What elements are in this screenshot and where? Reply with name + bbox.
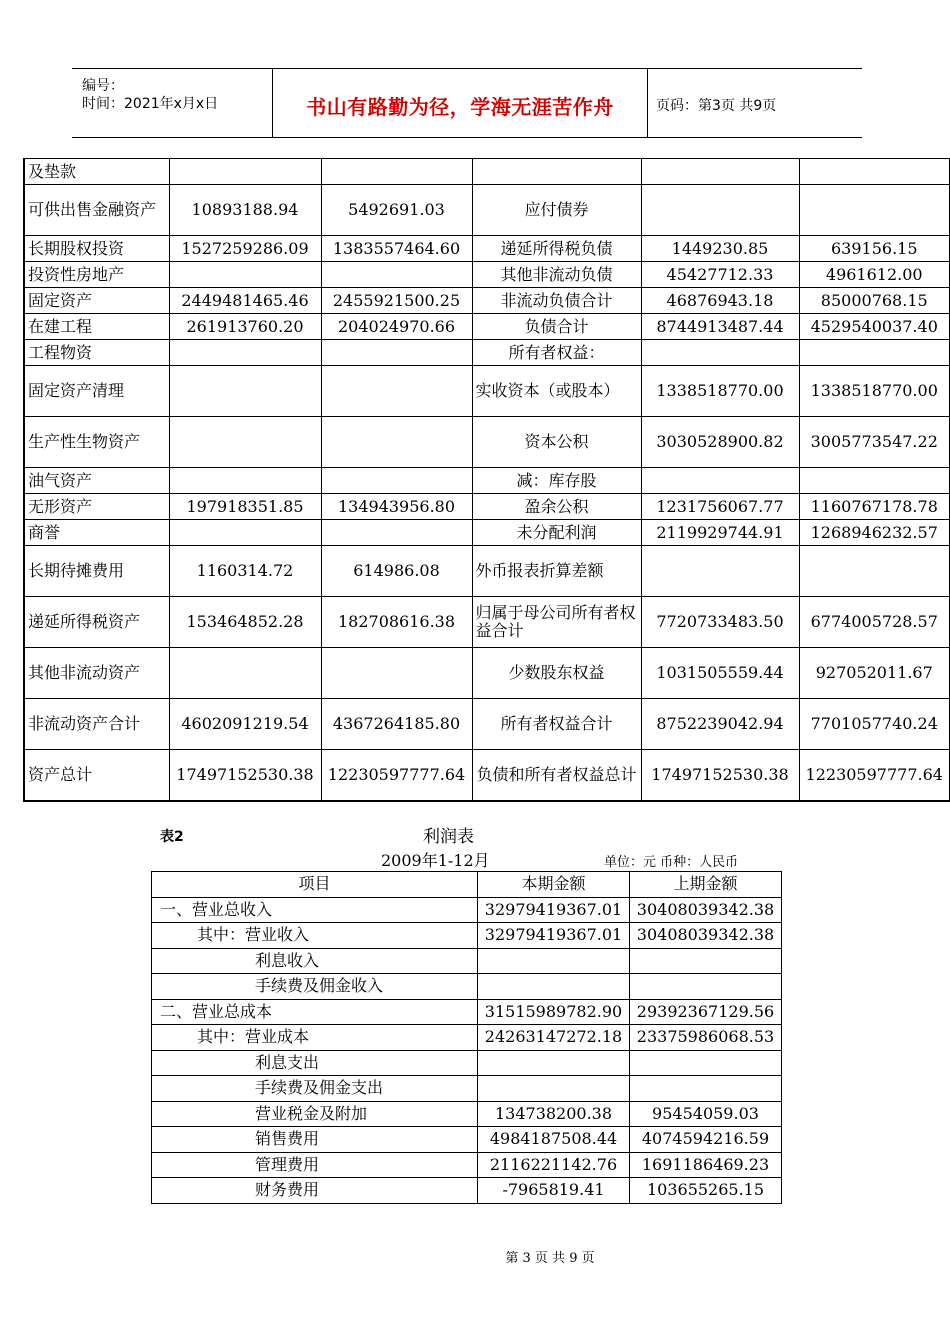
- amount-cell: 204024970.66: [321, 314, 472, 340]
- amount-cell: [641, 159, 799, 185]
- table-row: [24, 494, 950, 520]
- previous-amount-cell: [630, 1050, 782, 1076]
- liability-item-label: 资本公积: [472, 417, 641, 468]
- amount-cell: [169, 159, 321, 185]
- current-amount-cell: [478, 1050, 630, 1076]
- column-header-item: 项目: [152, 872, 478, 898]
- amount-cell: [321, 262, 472, 288]
- income-statement-table: [151, 871, 782, 1204]
- line-item-label: 管理费用: [152, 1152, 478, 1178]
- liability-item-label: 所有者权益：: [472, 340, 641, 366]
- current-amount-cell: 134738200.38: [478, 1101, 630, 1127]
- page-footer: 第 3 页 共 9 页: [505, 1251, 595, 1266]
- line-item-label: 其中：营业收入: [152, 923, 478, 949]
- liability-item-label: 少数股东权益: [472, 648, 641, 699]
- current-amount-cell: 31515989782.90: [478, 999, 630, 1025]
- liability-item-label: 其他非流动负债: [472, 262, 641, 288]
- amount-cell: 2455921500.25: [321, 288, 472, 314]
- income-statement-title: 利润表: [423, 827, 474, 847]
- liability-item-label: [472, 159, 641, 185]
- current-amount-cell: 32979419367.01: [478, 897, 630, 923]
- table-row: [152, 923, 782, 949]
- table-row: [24, 185, 950, 236]
- line-item-label: 销售费用: [152, 1127, 478, 1153]
- current-amount-cell: 24263147272.18: [478, 1025, 630, 1051]
- table-row: [152, 1127, 782, 1153]
- amount-cell: [169, 366, 321, 417]
- liability-item-label: 负债和所有者权益总计: [472, 750, 641, 802]
- amount-cell: 4367264185.80: [321, 699, 472, 750]
- amount-cell: [321, 520, 472, 546]
- asset-item-label: 生产性生物资产: [24, 417, 169, 468]
- previous-amount-cell: [630, 974, 782, 1000]
- liability-item-label: 应付债券: [472, 185, 641, 236]
- previous-amount-cell: 4074594216.59: [630, 1127, 782, 1153]
- amount-cell: 134943956.80: [321, 494, 472, 520]
- table-row: [24, 340, 950, 366]
- table-row: [24, 750, 950, 802]
- amount-cell: [169, 648, 321, 699]
- liability-item-label: 盈余公积: [472, 494, 641, 520]
- table-row: [152, 1025, 782, 1051]
- amount-cell: 6774005728.57: [799, 597, 950, 648]
- doc-time-label: 时间：2021年x月x日: [82, 96, 219, 112]
- header-motto: 书山有路勤为径，学海无涯苦作舟: [306, 95, 614, 119]
- line-item-label: 二、营业总成本: [152, 999, 478, 1025]
- previous-amount-cell: 29392367129.56: [630, 999, 782, 1025]
- table-number-label: 表2: [160, 829, 184, 845]
- amount-cell: 1231756067.77: [641, 494, 799, 520]
- previous-amount-cell: [630, 948, 782, 974]
- header-motto-cell: [273, 69, 648, 137]
- asset-item-label: 及垫款: [24, 159, 169, 185]
- line-item-label: 财务费用: [152, 1178, 478, 1204]
- asset-item-label: 无形资产: [24, 494, 169, 520]
- amount-cell: 614986.08: [321, 546, 472, 597]
- previous-amount-cell: 1691186469.23: [630, 1152, 782, 1178]
- amount-cell: 261913760.20: [169, 314, 321, 340]
- amount-cell: [641, 340, 799, 366]
- table-row: [24, 288, 950, 314]
- asset-item-label: 资产总计: [24, 750, 169, 802]
- amount-cell: 7720733483.50: [641, 597, 799, 648]
- amount-cell: [321, 366, 472, 417]
- amount-cell: [169, 340, 321, 366]
- asset-item-label: 非流动资产合计: [24, 699, 169, 750]
- balance-sheet-table: [23, 158, 950, 802]
- amount-cell: 1449230.85: [641, 236, 799, 262]
- amount-cell: 4961612.00: [799, 262, 950, 288]
- previous-amount-cell: 23375986068.53: [630, 1025, 782, 1051]
- amount-cell: [641, 546, 799, 597]
- table-row: [24, 262, 950, 288]
- table-row: [24, 314, 950, 340]
- asset-item-label: 长期待摊费用: [24, 546, 169, 597]
- table-row: [24, 520, 950, 546]
- table-row: [24, 648, 950, 699]
- current-amount-cell: 2116221142.76: [478, 1152, 630, 1178]
- amount-cell: 1031505559.44: [641, 648, 799, 699]
- liability-item-label: 递延所得税负债: [472, 236, 641, 262]
- table-row: [24, 546, 950, 597]
- previous-amount-cell: 30408039342.38: [630, 897, 782, 923]
- amount-cell: 7701057740.24: [799, 699, 950, 750]
- line-item-label: 利息收入: [152, 948, 478, 974]
- table-row: [152, 1178, 782, 1204]
- amount-cell: 1383557464.60: [321, 236, 472, 262]
- column-header-previous: 上期金额: [630, 872, 782, 898]
- liability-item-label: 归属于母公司所有者权益合计: [472, 597, 641, 648]
- table-row: [152, 1050, 782, 1076]
- line-item-label: 一、营业总收入: [152, 897, 478, 923]
- line-item-label: 营业税金及附加: [152, 1101, 478, 1127]
- table-row: [24, 597, 950, 648]
- line-item-label: 手续费及佣金收入: [152, 974, 478, 1000]
- asset-item-label: 可供出售金融资产: [24, 185, 169, 236]
- amount-cell: 1160314.72: [169, 546, 321, 597]
- amount-cell: 5492691.03: [321, 185, 472, 236]
- current-amount-cell: -7965819.41: [478, 1178, 630, 1204]
- line-item-label: 其中：营业成本: [152, 1025, 478, 1051]
- asset-item-label: 商誉: [24, 520, 169, 546]
- amount-cell: [799, 340, 950, 366]
- table-row: [152, 948, 782, 974]
- previous-amount-cell: 95454059.03: [630, 1101, 782, 1127]
- table-row: [24, 699, 950, 750]
- amount-cell: 182708616.38: [321, 597, 472, 648]
- header-page-cell: [648, 69, 862, 137]
- asset-item-label: 递延所得税资产: [24, 597, 169, 648]
- table-row: [152, 1152, 782, 1178]
- asset-item-label: 固定资产: [24, 288, 169, 314]
- amount-cell: 1338518770.00: [799, 366, 950, 417]
- amount-cell: [321, 468, 472, 494]
- amount-cell: [169, 262, 321, 288]
- liability-item-label: 非流动负债合计: [472, 288, 641, 314]
- table-row: [152, 999, 782, 1025]
- amount-cell: 17497152530.38: [169, 750, 321, 802]
- amount-cell: 1527259286.09: [169, 236, 321, 262]
- previous-amount-cell: 30408039342.38: [630, 923, 782, 949]
- page-header: [72, 68, 862, 138]
- table-row: [24, 417, 950, 468]
- amount-cell: 1338518770.00: [641, 366, 799, 417]
- amount-cell: 1160767178.78: [799, 494, 950, 520]
- doc-code-label: 编号：: [82, 78, 124, 94]
- amount-cell: [321, 417, 472, 468]
- asset-item-label: 投资性房地产: [24, 262, 169, 288]
- amount-cell: 46876943.18: [641, 288, 799, 314]
- amount-cell: 4602091219.54: [169, 699, 321, 750]
- amount-cell: 153464852.28: [169, 597, 321, 648]
- amount-cell: 639156.15: [799, 236, 950, 262]
- amount-cell: 17497152530.38: [641, 750, 799, 802]
- asset-item-label: 在建工程: [24, 314, 169, 340]
- liability-item-label: 负债合计: [472, 314, 641, 340]
- asset-item-label: 油气资产: [24, 468, 169, 494]
- table-row: [152, 1076, 782, 1102]
- amount-cell: 927052011.67: [799, 648, 950, 699]
- amount-cell: [169, 417, 321, 468]
- amount-cell: [169, 520, 321, 546]
- table-header-row: [152, 872, 782, 898]
- amount-cell: [321, 340, 472, 366]
- amount-cell: [641, 468, 799, 494]
- amount-cell: 12230597777.64: [321, 750, 472, 802]
- amount-cell: [321, 159, 472, 185]
- asset-item-label: 长期股权投资: [24, 236, 169, 262]
- previous-amount-cell: [630, 1076, 782, 1102]
- table-row: [24, 159, 950, 185]
- table-row: [24, 366, 950, 417]
- asset-item-label: 其他非流动资产: [24, 648, 169, 699]
- table-row: [152, 1101, 782, 1127]
- line-item-label: 手续费及佣金支出: [152, 1076, 478, 1102]
- current-amount-cell: [478, 948, 630, 974]
- asset-item-label: 固定资产清理: [24, 366, 169, 417]
- column-header-current: 本期金额: [478, 872, 630, 898]
- amount-cell: [169, 468, 321, 494]
- amount-cell: 3005773547.22: [799, 417, 950, 468]
- amount-cell: [799, 159, 950, 185]
- liability-item-label: 实收资本（或股本）: [472, 366, 641, 417]
- table-row: [24, 468, 950, 494]
- liability-item-label: 减：库存股: [472, 468, 641, 494]
- header-page-number: 页码：第3页 共9页: [656, 98, 777, 114]
- amount-cell: 12230597777.64: [799, 750, 950, 802]
- amount-cell: [321, 648, 472, 699]
- current-amount-cell: [478, 974, 630, 1000]
- amount-cell: 197918351.85: [169, 494, 321, 520]
- amount-cell: 2119929744.91: [641, 520, 799, 546]
- current-amount-cell: 32979419367.01: [478, 923, 630, 949]
- amount-cell: 8752239042.94: [641, 699, 799, 750]
- amount-cell: [641, 185, 799, 236]
- amount-cell: 1268946232.57: [799, 520, 950, 546]
- asset-item-label: 工程物资: [24, 340, 169, 366]
- amount-cell: 4529540037.40: [799, 314, 950, 340]
- table-row: [152, 974, 782, 1000]
- current-amount-cell: 4984187508.44: [478, 1127, 630, 1153]
- header-meta-cell: [72, 69, 273, 137]
- amount-cell: 8744913487.44: [641, 314, 799, 340]
- liability-item-label: 未分配利润: [472, 520, 641, 546]
- table-row: [152, 897, 782, 923]
- amount-cell: [799, 185, 950, 236]
- current-amount-cell: [478, 1076, 630, 1102]
- amount-cell: 10893188.94: [169, 185, 321, 236]
- amount-cell: 2449481465.46: [169, 288, 321, 314]
- income-statement-unit: 单位：元 币种：人民币: [604, 855, 739, 870]
- amount-cell: [799, 546, 950, 597]
- amount-cell: 85000768.15: [799, 288, 950, 314]
- income-statement-period: 2009年1-12月: [381, 851, 490, 870]
- previous-amount-cell: 103655265.15: [630, 1178, 782, 1204]
- amount-cell: 45427712.33: [641, 262, 799, 288]
- line-item-label: 利息支出: [152, 1050, 478, 1076]
- amount-cell: [799, 468, 950, 494]
- table-row: [24, 236, 950, 262]
- liability-item-label: 所有者权益合计: [472, 699, 641, 750]
- liability-item-label: 外币报表折算差额: [472, 546, 641, 597]
- amount-cell: 3030528900.82: [641, 417, 799, 468]
